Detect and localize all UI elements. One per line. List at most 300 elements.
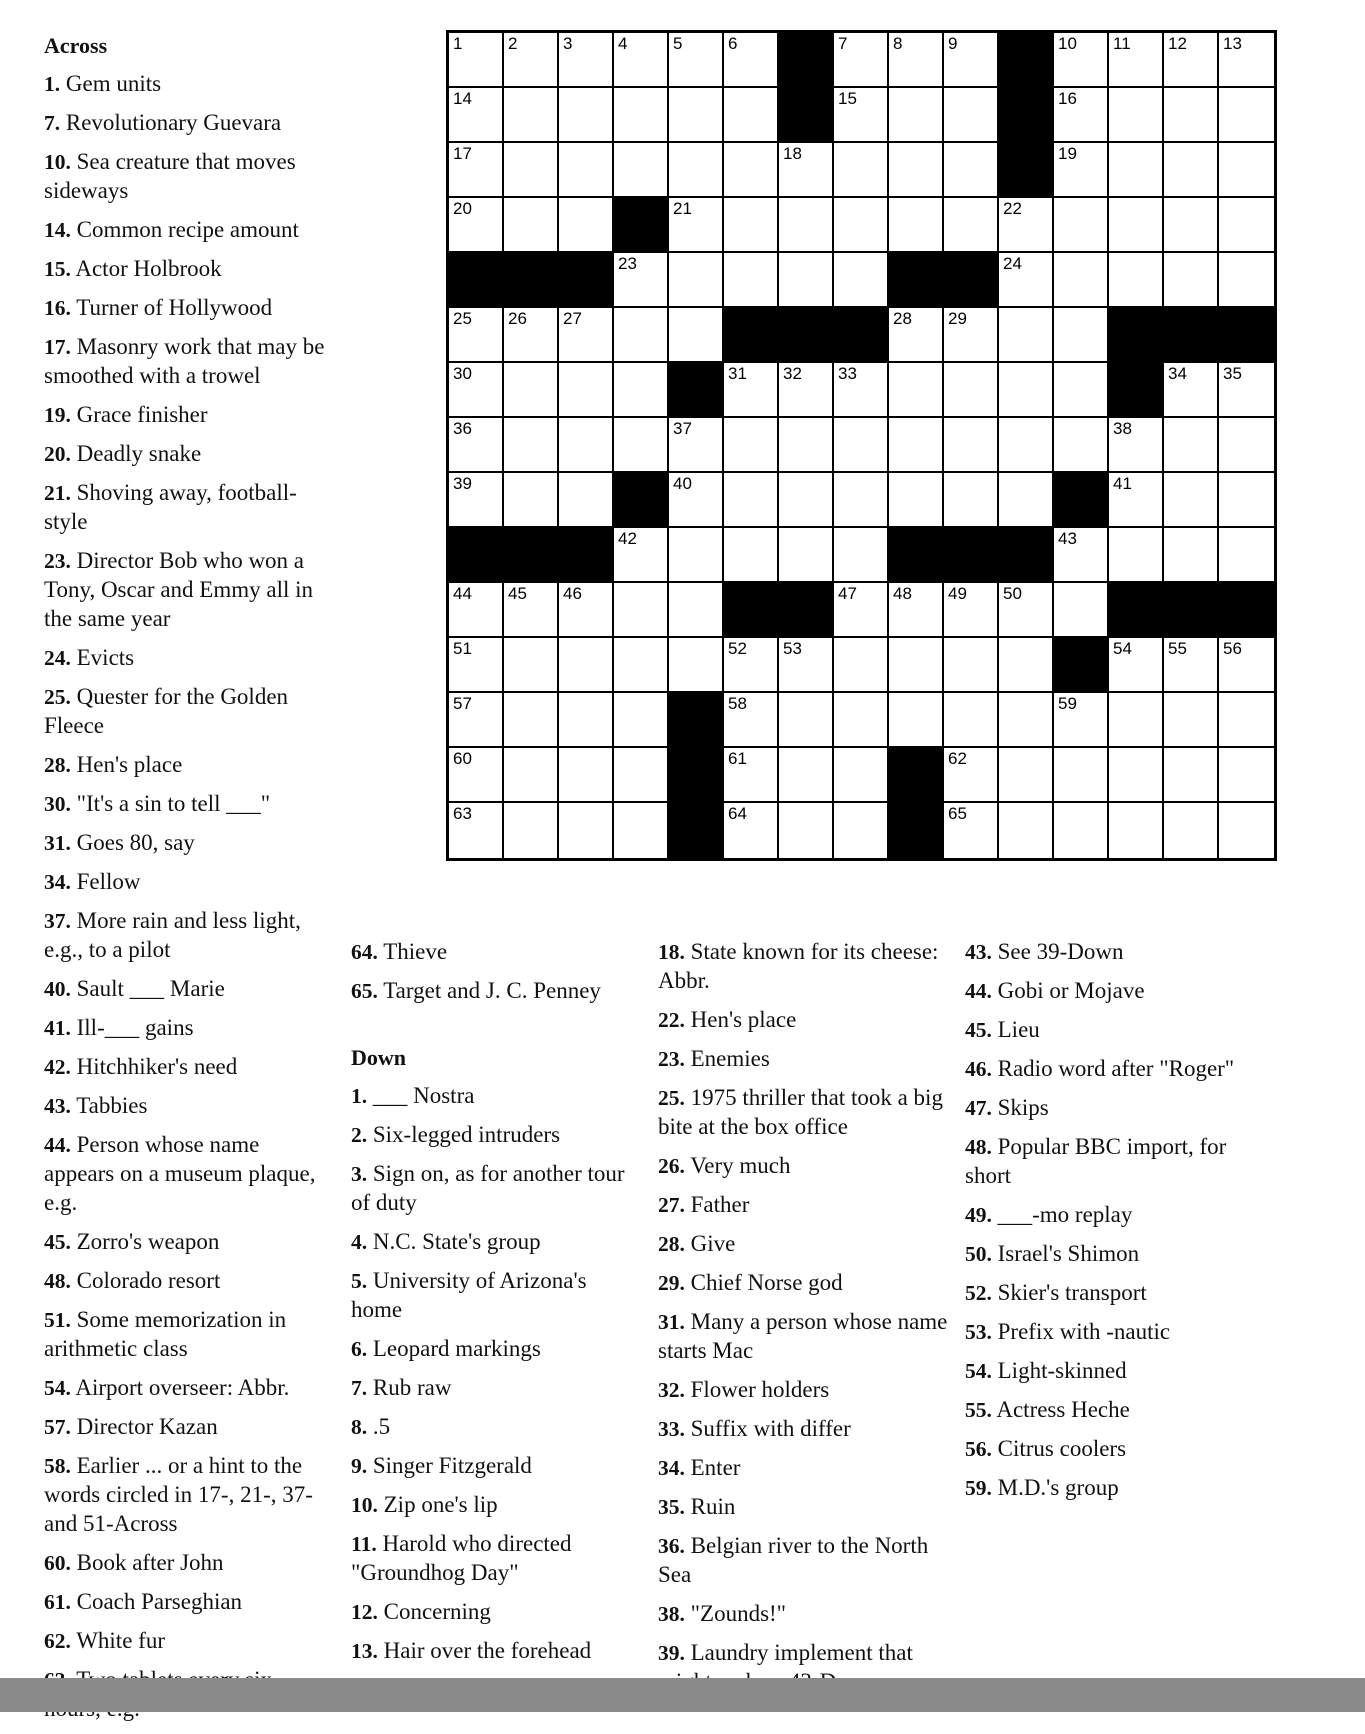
grid-cell[interactable] <box>779 473 834 528</box>
clue-number: 36. <box>658 1534 685 1558</box>
clue-number: 62. <box>44 1629 71 1653</box>
grid-cell[interactable] <box>1164 33 1219 88</box>
clue-text: Hitchhiker's need <box>70 1054 238 1079</box>
clue-number: 6. <box>351 1337 368 1361</box>
grid-cell[interactable] <box>1219 363 1274 418</box>
clue-item <box>351 977 641 1006</box>
grid-cell[interactable] <box>999 363 1054 418</box>
grid-cell[interactable] <box>669 198 724 253</box>
grid-cell[interactable] <box>834 693 889 748</box>
grid-cell[interactable] <box>1054 308 1109 363</box>
grid-cell[interactable] <box>1054 528 1109 583</box>
grid-cell[interactable] <box>834 528 889 583</box>
grid-cell[interactable] <box>1054 143 1109 198</box>
cell-number: 61 <box>728 749 747 768</box>
grid-cell[interactable] <box>504 803 559 858</box>
grid-cell[interactable] <box>779 363 834 418</box>
black-square <box>779 308 834 363</box>
grid-cell[interactable] <box>449 363 504 418</box>
grid-cell[interactable] <box>999 583 1054 638</box>
grid-cell[interactable] <box>1219 418 1274 473</box>
grid-cell[interactable] <box>724 88 779 143</box>
grid-cell[interactable] <box>1164 638 1219 693</box>
clue-text: Ruin <box>684 1494 736 1519</box>
grid-cell[interactable] <box>504 418 559 473</box>
clue-number: 21. <box>44 481 71 505</box>
grid-cell[interactable] <box>1164 143 1219 198</box>
clue-item <box>965 1016 1255 1045</box>
clue-number: 44. <box>965 979 992 1003</box>
grid-cell[interactable] <box>889 88 944 143</box>
black-square <box>669 693 724 748</box>
grid-cell[interactable] <box>449 583 504 638</box>
black-square <box>669 363 724 418</box>
grid-cell[interactable] <box>559 33 614 88</box>
grid-cell[interactable] <box>559 143 614 198</box>
clue-number: 11. <box>351 1532 377 1556</box>
clue-item <box>44 1131 334 1218</box>
clue-text: Actor Holbrook <box>70 256 222 281</box>
grid-cell[interactable] <box>1164 803 1219 858</box>
grid-cell[interactable] <box>449 418 504 473</box>
grid-cell[interactable] <box>944 88 999 143</box>
cell-number: 55 <box>1168 639 1187 658</box>
grid-cell[interactable] <box>1109 33 1164 88</box>
grid-cell[interactable] <box>1219 693 1274 748</box>
clue-item <box>44 790 334 819</box>
clue-text: Revolutionary Guevara <box>60 110 282 135</box>
clue-item <box>351 1452 641 1481</box>
grid-cell[interactable] <box>999 308 1054 363</box>
grid-cell[interactable] <box>1164 253 1219 308</box>
clue-item <box>965 1318 1255 1347</box>
grid-cell[interactable] <box>999 418 1054 473</box>
grid-cell[interactable] <box>1109 638 1164 693</box>
grid-cell[interactable] <box>944 363 999 418</box>
clue-text: State known for its cheese: Abbr. <box>658 939 939 993</box>
grid-cell[interactable] <box>944 748 999 803</box>
grid-cell[interactable] <box>779 638 834 693</box>
clue-item <box>658 1308 948 1366</box>
grid-cell[interactable] <box>944 143 999 198</box>
grid-cell[interactable] <box>559 363 614 418</box>
grid-cell[interactable] <box>834 88 889 143</box>
grid-cell[interactable] <box>944 308 999 363</box>
grid-cell[interactable] <box>1219 528 1274 583</box>
grid-cell[interactable] <box>724 638 779 693</box>
black-square <box>504 253 559 308</box>
grid-cell[interactable] <box>724 143 779 198</box>
grid-cell[interactable] <box>834 748 889 803</box>
grid-cell[interactable] <box>779 418 834 473</box>
cell-number: 52 <box>728 639 747 658</box>
black-square <box>724 308 779 363</box>
clue-item <box>44 1627 334 1656</box>
clue-item <box>965 1055 1255 1084</box>
grid-cell[interactable] <box>889 693 944 748</box>
grid-cell[interactable] <box>504 363 559 418</box>
grid-cell[interactable] <box>724 253 779 308</box>
grid-cell[interactable] <box>614 418 669 473</box>
grid-cell[interactable] <box>1109 473 1164 528</box>
grid-cell[interactable] <box>669 88 724 143</box>
grid-cell[interactable] <box>669 33 724 88</box>
grid-cell[interactable] <box>724 528 779 583</box>
grid-cell[interactable] <box>614 748 669 803</box>
cell-number: 34 <box>1168 364 1187 383</box>
clue-text: Skier's transport <box>991 1280 1147 1305</box>
clue-number: 1. <box>44 72 61 96</box>
grid-cell[interactable] <box>834 253 889 308</box>
cell-number: 8 <box>893 34 903 53</box>
grid-cell[interactable] <box>889 363 944 418</box>
clue-number: 8. <box>351 1415 368 1439</box>
clue-number: 25. <box>658 1086 685 1110</box>
clue-text: N.C. State's group <box>367 1229 541 1254</box>
clue-number: 33. <box>658 1417 685 1441</box>
clue-number: 54. <box>965 1359 992 1383</box>
grid-cell[interactable] <box>999 198 1054 253</box>
across-clue-list-continued <box>351 938 641 1006</box>
clue-number: 41. <box>44 1016 71 1040</box>
grid-cell[interactable] <box>1164 363 1219 418</box>
clue-number: 51. <box>44 1308 71 1332</box>
grid-cell[interactable] <box>559 693 614 748</box>
clue-number: 59. <box>965 1476 992 1500</box>
grid-cell[interactable] <box>1219 253 1274 308</box>
grid-cell[interactable] <box>779 693 834 748</box>
clue-number: 28. <box>44 753 71 777</box>
clue-item <box>658 1230 948 1259</box>
clue-item <box>351 1082 641 1111</box>
grid-cell[interactable] <box>614 803 669 858</box>
grid-cell[interactable] <box>834 198 889 253</box>
clue-number: 28. <box>658 1232 685 1256</box>
grid-cell[interactable] <box>834 473 889 528</box>
clue-text: Sign on, as for another tour of duty <box>351 1161 625 1215</box>
grid-cell[interactable] <box>724 198 779 253</box>
grid-cell[interactable] <box>944 583 999 638</box>
grid-cell[interactable] <box>1164 693 1219 748</box>
grid-cell[interactable] <box>999 748 1054 803</box>
cell-number: 16 <box>1058 89 1077 108</box>
cell-number: 22 <box>1003 199 1022 218</box>
grid-cell[interactable] <box>724 748 779 803</box>
grid-cell[interactable] <box>1164 418 1219 473</box>
grid-cell[interactable] <box>1164 528 1219 583</box>
clue-item <box>658 938 948 996</box>
grid-cell[interactable] <box>614 528 669 583</box>
clue-text: Light-skinned <box>991 1358 1127 1383</box>
grid-cell[interactable] <box>449 748 504 803</box>
grid-cell[interactable] <box>504 88 559 143</box>
clue-text: Deadly snake <box>70 441 202 466</box>
grid-cell[interactable] <box>1219 88 1274 143</box>
cell-number: 29 <box>948 309 967 328</box>
grid-cell[interactable] <box>449 143 504 198</box>
grid-cell[interactable] <box>779 528 834 583</box>
cell-number: 26 <box>508 309 527 328</box>
clue-item <box>351 1491 641 1520</box>
grid-cell[interactable] <box>504 143 559 198</box>
grid-cell[interactable] <box>1054 88 1109 143</box>
grid-cell[interactable] <box>559 418 614 473</box>
black-square <box>999 33 1054 88</box>
grid-cell[interactable] <box>1219 748 1274 803</box>
clue-item <box>351 1637 641 1666</box>
clue-number: 5. <box>351 1269 368 1293</box>
grid-cell[interactable] <box>1054 253 1109 308</box>
cell-number: 9 <box>948 34 958 53</box>
clue-number: 52. <box>965 1281 992 1305</box>
grid-cell[interactable] <box>889 143 944 198</box>
black-square <box>1109 363 1164 418</box>
cell-number: 15 <box>838 89 857 108</box>
grid-cell[interactable] <box>504 583 559 638</box>
grid-cell[interactable] <box>504 473 559 528</box>
grid-cell[interactable] <box>449 693 504 748</box>
grid-cell[interactable] <box>834 638 889 693</box>
grid-cell[interactable] <box>504 693 559 748</box>
grid-cell[interactable] <box>834 803 889 858</box>
clue-number: 64. <box>351 940 378 964</box>
grid-cell[interactable] <box>504 308 559 363</box>
grid-cell[interactable] <box>1054 33 1109 88</box>
down-heading: Down <box>351 1045 407 1070</box>
clue-item <box>44 907 334 965</box>
grid-cell[interactable] <box>834 143 889 198</box>
down-clue-list <box>351 1082 641 1666</box>
grid-cell[interactable] <box>559 583 614 638</box>
grid-cell[interactable] <box>944 418 999 473</box>
clue-item <box>44 644 334 673</box>
grid-cell[interactable] <box>669 528 724 583</box>
grid-cell[interactable] <box>449 803 504 858</box>
grid-cell[interactable] <box>1109 253 1164 308</box>
grid-cell[interactable] <box>1054 693 1109 748</box>
grid-cell[interactable] <box>614 143 669 198</box>
grid-cell[interactable] <box>1109 418 1164 473</box>
grid-cell[interactable] <box>559 88 614 143</box>
grid-cell[interactable] <box>1109 693 1164 748</box>
grid-cell[interactable] <box>1109 748 1164 803</box>
grid-cell[interactable] <box>449 88 504 143</box>
clue-text: Book after John <box>70 1550 224 1575</box>
clue-text: "It's a sin to tell ___" <box>70 791 271 816</box>
black-square <box>779 583 834 638</box>
clue-text: Enter <box>684 1455 741 1480</box>
clue-item <box>351 1598 641 1627</box>
grid-cell[interactable] <box>1054 803 1109 858</box>
grid-cell[interactable] <box>834 363 889 418</box>
grid-cell[interactable] <box>614 693 669 748</box>
grid-cell[interactable] <box>724 473 779 528</box>
black-square <box>559 253 614 308</box>
cell-number: 44 <box>453 584 472 603</box>
grid-cell[interactable] <box>559 803 614 858</box>
grid-cell[interactable] <box>614 308 669 363</box>
cell-number: 50 <box>1003 584 1022 603</box>
grid-cell[interactable] <box>614 253 669 308</box>
grid-cell[interactable] <box>999 638 1054 693</box>
grid-cell[interactable] <box>1219 143 1274 198</box>
grid-cell[interactable] <box>559 638 614 693</box>
grid-cell[interactable] <box>449 198 504 253</box>
grid-cell[interactable] <box>944 33 999 88</box>
grid-cell[interactable] <box>944 693 999 748</box>
cell-number: 51 <box>453 639 472 658</box>
grid-cell[interactable] <box>779 198 834 253</box>
grid-cell[interactable] <box>669 253 724 308</box>
cell-number: 7 <box>838 34 848 53</box>
grid-cell[interactable] <box>449 33 504 88</box>
grid-cell[interactable] <box>449 308 504 363</box>
clue-text: Very much <box>684 1153 791 1178</box>
grid-cell[interactable] <box>1219 473 1274 528</box>
grid-cell[interactable] <box>1164 473 1219 528</box>
grid-cell[interactable] <box>614 363 669 418</box>
grid-cell[interactable] <box>724 803 779 858</box>
grid-cell[interactable] <box>944 473 999 528</box>
grid-cell[interactable] <box>449 473 504 528</box>
grid-cell[interactable] <box>1109 198 1164 253</box>
grid-cell[interactable] <box>834 33 889 88</box>
grid-cell[interactable] <box>889 638 944 693</box>
clue-text: Rub raw <box>367 1375 452 1400</box>
grid-cell[interactable] <box>999 473 1054 528</box>
grid-cell[interactable] <box>669 308 724 363</box>
grid-cell[interactable] <box>1109 88 1164 143</box>
grid-cell[interactable] <box>889 418 944 473</box>
cell-number: 53 <box>783 639 802 658</box>
grid-cell[interactable] <box>1054 198 1109 253</box>
clue-item <box>44 1267 334 1296</box>
clue-item <box>965 1133 1255 1191</box>
grid-cell[interactable] <box>1054 748 1109 803</box>
clue-text: Fellow <box>70 869 141 894</box>
grid-cell[interactable] <box>999 803 1054 858</box>
clue-number: 45. <box>965 1018 992 1042</box>
grid-cell[interactable] <box>1054 363 1109 418</box>
cell-number: 18 <box>783 144 802 163</box>
grid-cell[interactable] <box>889 583 944 638</box>
grid-cell[interactable] <box>1219 33 1274 88</box>
grid-cell[interactable] <box>944 638 999 693</box>
grid-cell[interactable] <box>1164 748 1219 803</box>
grid-cell[interactable] <box>724 418 779 473</box>
grid-cell[interactable] <box>944 803 999 858</box>
grid-cell[interactable] <box>504 33 559 88</box>
grid-cell[interactable] <box>724 363 779 418</box>
black-square <box>889 803 944 858</box>
grid-cell[interactable] <box>559 308 614 363</box>
clue-text: Masonry work that may be smoothed with a trowel <box>44 334 325 388</box>
clue-item <box>351 1228 641 1257</box>
grid-cell[interactable] <box>1109 803 1164 858</box>
grid-cell[interactable] <box>1164 88 1219 143</box>
clue-text: Colorado resort <box>70 1268 221 1293</box>
clue-number: 18. <box>658 940 685 964</box>
clue-item <box>965 977 1255 1006</box>
grid-cell[interactable] <box>889 308 944 363</box>
grid-cell[interactable] <box>1054 583 1109 638</box>
clue-text: Zip one's lip <box>377 1492 498 1517</box>
grid-cell[interactable] <box>1219 198 1274 253</box>
grid-cell[interactable] <box>669 638 724 693</box>
grid-cell[interactable] <box>779 253 834 308</box>
clue-number: 2. <box>351 1123 368 1147</box>
clue-text: Chief Norse god <box>684 1270 843 1295</box>
grid-cell[interactable] <box>614 33 669 88</box>
grid-cell[interactable] <box>779 143 834 198</box>
grid-cell[interactable] <box>614 583 669 638</box>
grid-cell[interactable] <box>834 583 889 638</box>
black-square <box>724 583 779 638</box>
clue-text: M.D.'s group <box>991 1475 1119 1500</box>
grid-cell[interactable] <box>724 693 779 748</box>
grid-cell[interactable] <box>1219 803 1274 858</box>
clue-number: 32. <box>658 1378 685 1402</box>
grid-cell[interactable] <box>1164 198 1219 253</box>
cell-number: 2 <box>508 34 518 53</box>
grid-cell[interactable] <box>449 638 504 693</box>
grid-cell[interactable] <box>559 748 614 803</box>
grid-cell[interactable] <box>724 33 779 88</box>
clue-item <box>351 1160 641 1218</box>
clue-item <box>44 829 334 858</box>
grid-cell[interactable] <box>614 88 669 143</box>
grid-cell[interactable] <box>834 418 889 473</box>
grid-cell[interactable] <box>889 33 944 88</box>
grid-cell[interactable] <box>504 198 559 253</box>
grid-cell[interactable] <box>504 748 559 803</box>
clue-text: Quester for the Golden Fleece <box>44 684 289 738</box>
grid-cell[interactable] <box>1219 638 1274 693</box>
bottom-scrollbar[interactable] <box>0 1678 1365 1712</box>
grid-cell[interactable] <box>1109 143 1164 198</box>
clue-text: Belgian river to the North Sea <box>658 1533 929 1587</box>
grid-cell[interactable] <box>614 638 669 693</box>
grid-cell[interactable] <box>889 473 944 528</box>
grid-cell[interactable] <box>669 583 724 638</box>
grid-cell[interactable] <box>944 198 999 253</box>
grid-cell[interactable] <box>669 143 724 198</box>
grid-cell[interactable] <box>559 198 614 253</box>
clue-text: Concerning <box>377 1599 491 1624</box>
clue-text: Coach Parseghian <box>70 1589 243 1614</box>
clue-text: Gem units <box>60 71 162 96</box>
grid-cell[interactable] <box>779 748 834 803</box>
grid-cell[interactable] <box>559 473 614 528</box>
black-square <box>559 528 614 583</box>
clue-text: Earlier ... or a hint to the words circled in 17-, 21-, 37- and 51-Across <box>44 1453 313 1536</box>
clue-number: 37. <box>44 909 71 933</box>
grid-cell[interactable] <box>999 693 1054 748</box>
grid-cell[interactable] <box>504 638 559 693</box>
clue-item <box>44 1092 334 1121</box>
grid-cell[interactable] <box>669 418 724 473</box>
clue-text: Evicts <box>70 645 135 670</box>
black-square <box>834 308 889 363</box>
grid-cell[interactable] <box>779 803 834 858</box>
grid-cell[interactable] <box>1109 528 1164 583</box>
grid-cell[interactable] <box>999 253 1054 308</box>
clue-item <box>44 333 334 391</box>
grid-cell[interactable] <box>669 473 724 528</box>
clue-item <box>44 1588 334 1617</box>
grid-cell[interactable] <box>1054 418 1109 473</box>
grid-cell[interactable] <box>889 198 944 253</box>
